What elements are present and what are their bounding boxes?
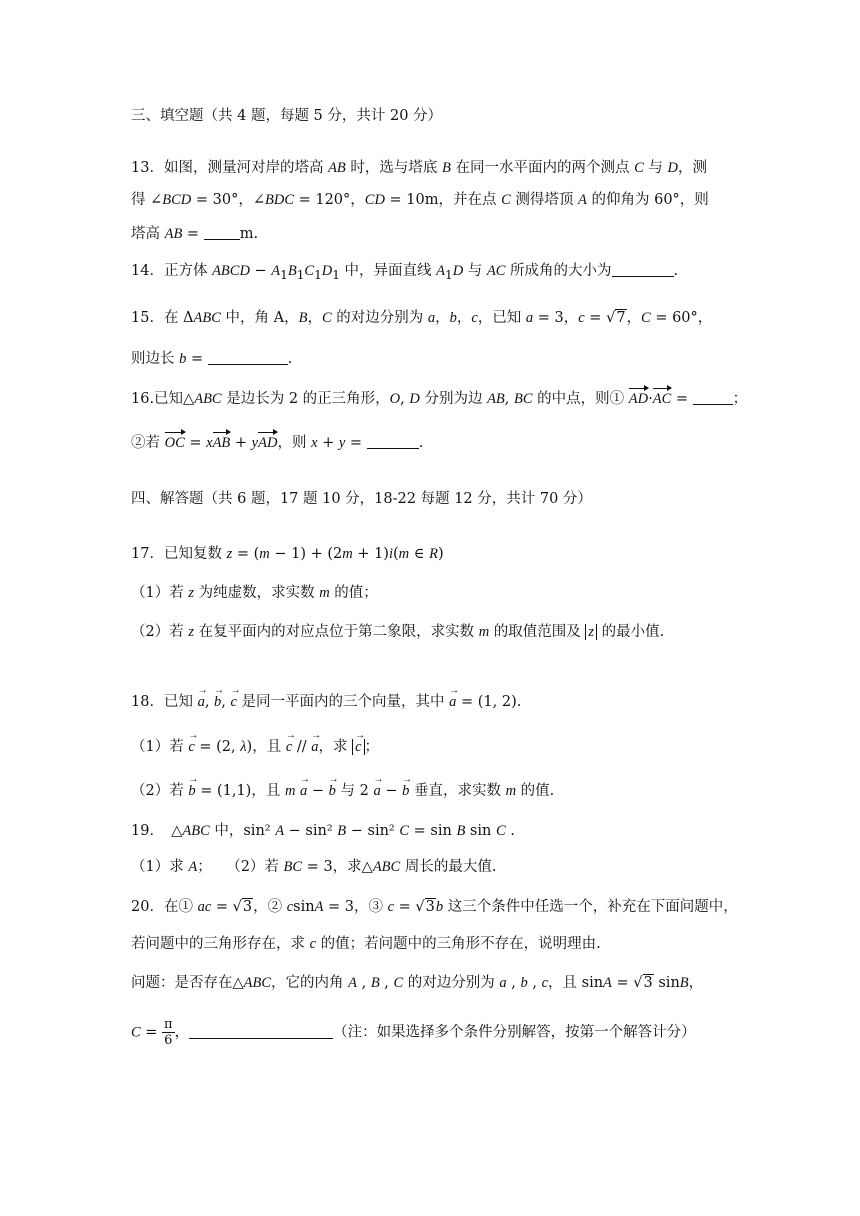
question-13-line-1: 13．如图，测量河对岸的塔高 AB 时，选与塔底 B 在同一水平面内的两个测点 C 与 D，测 bbox=[131, 160, 707, 176]
question-17-line-1: 17．已知复数 z = (m − 1) + (2m + 1)i(m ∈ R) bbox=[131, 546, 444, 562]
question-20-line-1: 20．在① ac = √3，② csinA = 3，③ c = √3b 这三个条件中任选一个，补充在下面问题中， bbox=[131, 899, 738, 915]
question-17-part-2: （2）若 z 在复平面内的对应点位于第二象限，求实数 m 的取值范围及 z 的最小值. bbox=[131, 624, 665, 640]
question-20-line-2: 若问题中的三角形存在，求 c 的值；若问题中的三角形不存在，说明理由. bbox=[131, 936, 601, 952]
question-16-line-1: 16.已知△ABC 是边长为 2 的正三角形，O, D 分别为边 AB, BC 的中点，则① AD·AC = ； bbox=[131, 391, 748, 407]
question-14: 14．正方体 ABCD − $A_1B_1C_1D_1$ 中，异面直线 $A_1D$ 与 AC 所成角的大小为 . bbox=[131, 263, 679, 282]
question-15-line-1: 15．在 ΔABC 中，角 A，B，C 的对边分别为 a，b，c，已知 a = 3，c = √7，C = 60°， bbox=[131, 310, 713, 326]
question-16-line-2: ②若 OC = xAB + yAD，则 x + y = . bbox=[131, 435, 424, 451]
question-19-line-1: 19． △ABC 中，sin² A − sin² B − sin² C = sin B sin C . bbox=[131, 823, 515, 839]
question-19-parts: （1）求 A； （2）若 BC = 3，求△ABC 周长的最大值. bbox=[131, 859, 497, 875]
question-20-line-4: C = $\frac{\pi}{6}$ ， （注：如果选择多个条件分别解答，按第一个解答计分） bbox=[131, 1017, 696, 1048]
section-3-heading: 三、填空题（共 4 题，每题 5 分，共计 20 分） bbox=[131, 108, 443, 124]
question-13-line-2: 得 ∠BCD = 30°，∠BDC = 120°，CD = 10m，并在点 C 测得塔顶 A 的仰角为 60°，则 bbox=[131, 192, 709, 208]
question-18-part-2: （2）若 → b = (1,1)，且 m → a − → b 与 2 → a − → b 垂直，求实数 m 的值. bbox=[131, 781, 554, 801]
question-18-line-1: 18．已知 → a, → b, → c 是同一平面内的三个向量，其中 → a = (1, 2). bbox=[131, 692, 521, 712]
question-18-part-1: （1）若 → c = (2, λ)，且 → c // → a，求 → c ； bbox=[131, 737, 379, 757]
question-15-line-2: 则边长 b = . bbox=[131, 351, 293, 367]
question-13-line-3: 塔高 AB = m. bbox=[131, 226, 259, 242]
section-4-heading: 四、解答题（共 6 题，17 题 10 分，18-22 每题 12 分，共计 70 分） bbox=[131, 491, 592, 507]
question-20-line-3: 问题：是否存在△ABC，它的内角 A , B , C 的对边分别为 a , b , c，且 sinA = √3 sinB， bbox=[131, 975, 704, 991]
question-17-part-1: （1）若 z 为纯虚数，求实数 m 的值； bbox=[131, 585, 378, 601]
